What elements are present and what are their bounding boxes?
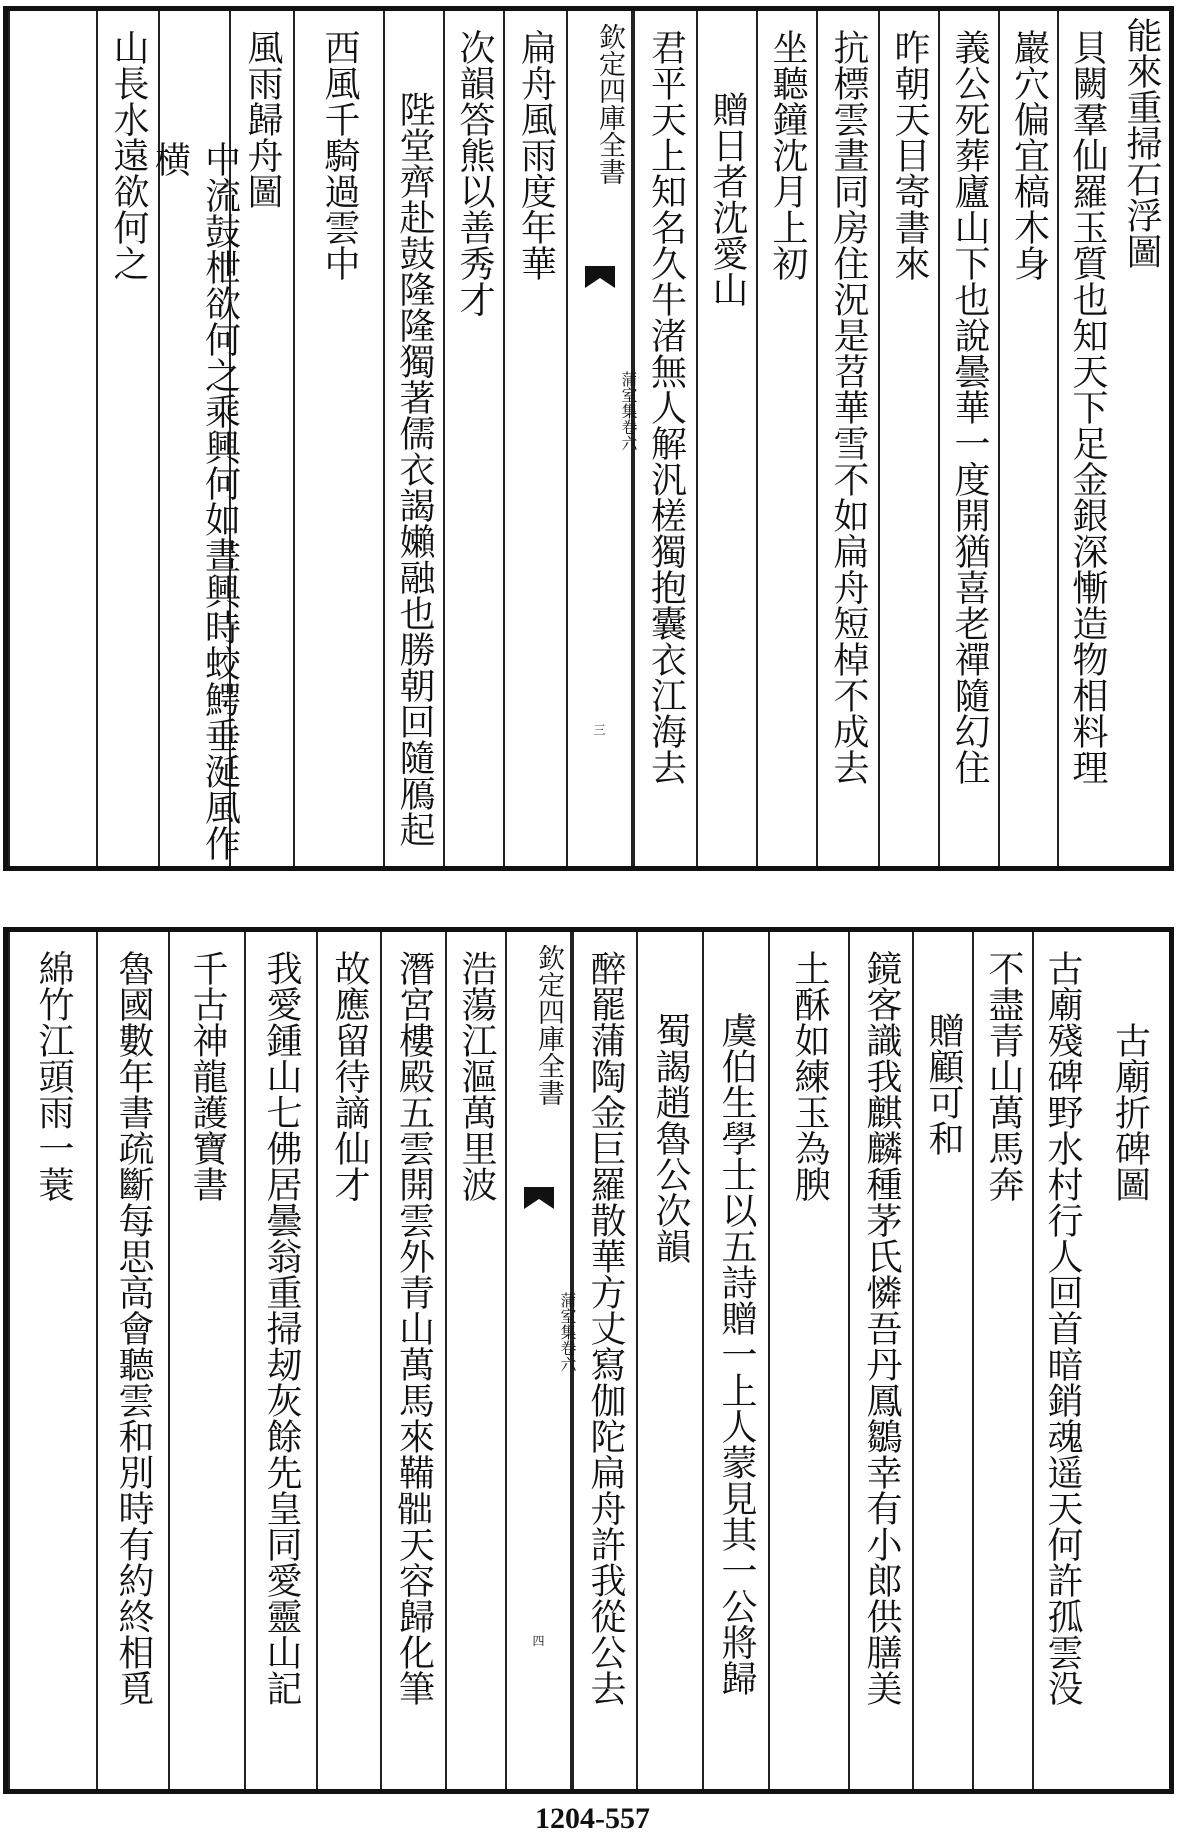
top-column-3	[998, 11, 1057, 866]
bottom-column-2	[1032, 932, 1090, 1789]
bottom-column-5	[848, 932, 912, 1789]
banner-subtitle	[507, 1292, 576, 1412]
column-text: 鏡客識我麒麟種茅氏憐吾丹鳳鶵幸有小郎供膳美	[861, 950, 902, 1706]
bottom-column-7	[702, 932, 768, 1789]
banner-page-number: 四	[532, 1634, 545, 1648]
column-text: 綿竹江頭雨一蓑	[33, 950, 74, 1202]
top-column-17	[8, 11, 96, 866]
bottom-column-13	[244, 932, 316, 1789]
top-column-8	[696, 11, 756, 866]
top-center-banner	[566, 11, 638, 866]
top-column-9	[633, 11, 696, 866]
fishtail-mark-icon	[585, 266, 615, 288]
column-text: 魯國數年書疏斷每思高會聽雲和別時有約終相覓	[113, 950, 154, 1706]
column-text: 巖穴偏宜槁木身	[1008, 29, 1050, 281]
banner-page-number: 三	[593, 723, 606, 737]
column-text: 中流鼓枻欲何之乘興何如晝興時蛟鰐垂涎風作横	[149, 141, 241, 861]
column-text: 千古神龍護寶書	[187, 950, 228, 1202]
column-text: 坐聽鐘沈月上初	[767, 29, 808, 281]
bottom-column-3	[972, 932, 1032, 1789]
column-text: 不盡青山萬馬奔	[983, 950, 1024, 1202]
top-column-6	[816, 11, 878, 866]
column-text: 贈日者沈愛山	[707, 91, 748, 307]
top-column-5	[878, 11, 938, 866]
bottom-column-6	[768, 932, 848, 1789]
column-text: 貝闕羣仙羅玉質也知天下足金銀深慚造物相料理	[1067, 29, 1108, 785]
bottom-column-14	[168, 932, 244, 1789]
top-column-16	[96, 11, 158, 866]
column-text: 山長水遠欲何之	[108, 29, 149, 281]
column-text	[10, 11, 96, 29]
top-column-1	[1113, 11, 1169, 866]
top-column-12	[383, 11, 443, 866]
top-column-13	[293, 11, 383, 866]
column-text: 義公死葬廬山下也說曇華一度開猶喜老禪隨幻住	[949, 29, 990, 785]
column-text: 贈顧可和	[923, 1012, 964, 1156]
fishtail-mark-icon	[524, 1187, 554, 1209]
top-column-7	[756, 11, 816, 866]
bottom-column-11	[380, 932, 445, 1789]
column-text: 古廟殘碑野水村行人回首暗銷魂遥天何許孤雲没	[1042, 950, 1083, 1706]
column-text: 君平天上知名久牛渚無人解汎槎獨抱囊衣江海去	[645, 29, 687, 785]
top-column-4	[938, 11, 998, 866]
column-text: 次韻答熊以善秀才	[454, 29, 495, 317]
banner-title: 欽定四庫全書	[533, 944, 564, 1106]
top-column-11	[443, 11, 503, 866]
column-text: 蜀謁趙魯公次韻	[650, 1012, 691, 1264]
banner-collection: 蒲室集	[558, 1292, 577, 1340]
column-text: 扁舟風雨度年華	[515, 29, 557, 281]
column-text: 能來重掃石浮圖	[1121, 17, 1162, 269]
banner-title: 欽定四庫全書	[594, 23, 625, 185]
bottom-column-16	[8, 932, 96, 1789]
column-text: 虞伯生學士以五詩贈一上人蒙見其一公將歸	[716, 1012, 757, 1696]
bottom-column-15	[96, 932, 168, 1789]
top-column-15	[149, 11, 241, 866]
column-text: 土酥如練玉為腴	[789, 950, 830, 1202]
bottom-column-4	[912, 932, 972, 1789]
page-number: 1204-557	[535, 1802, 650, 1835]
bottom-page-panel	[3, 927, 1174, 1794]
column-text: 古廟折碑圖	[1109, 1022, 1151, 1202]
top-page-panel	[3, 6, 1174, 871]
bottom-center-banner	[505, 932, 577, 1789]
column-text: 西風千騎過雲中	[319, 29, 360, 281]
banner-volume: 卷六	[619, 419, 638, 451]
column-text: 風雨歸舟圖	[242, 29, 283, 209]
column-text: 醉罷蒲陶金巨羅散華方丈寫伽陀扁舟許我從公去	[585, 950, 626, 1706]
column-text: 浩蕩江漚萬里波	[456, 950, 497, 1202]
top-column-10	[503, 11, 566, 866]
column-text: 陛堂齊赴鼓隆隆獨著儒衣謁嬾融也勝朝回隨鴈起	[394, 91, 435, 847]
column-text: 故應留待謫仙才	[329, 950, 370, 1202]
top-column-2	[1057, 11, 1115, 866]
banner-collection: 蒲室集	[619, 371, 638, 419]
bottom-column-1	[1090, 932, 1169, 1789]
banner-volume: 卷六	[558, 1340, 577, 1372]
bottom-column-12	[316, 932, 380, 1789]
bottom-column-8	[636, 932, 702, 1789]
bottom-column-9	[572, 932, 636, 1789]
column-text: 潛宮樓殿五雲開雲外青山萬馬來鞴𩨸天容歸化筆	[393, 950, 435, 1706]
column-text: 抗標雲晝同房住況是苕華雪不如扁舟短棹不成去	[828, 29, 869, 785]
bottom-column-10	[445, 932, 505, 1789]
column-text: 昨朝天目寄書來	[889, 29, 930, 281]
banner-subtitle	[568, 371, 637, 491]
column-text: 我愛鍾山七佛居曇翁重掃刼灰餘先皇同愛靈山記	[261, 950, 302, 1706]
